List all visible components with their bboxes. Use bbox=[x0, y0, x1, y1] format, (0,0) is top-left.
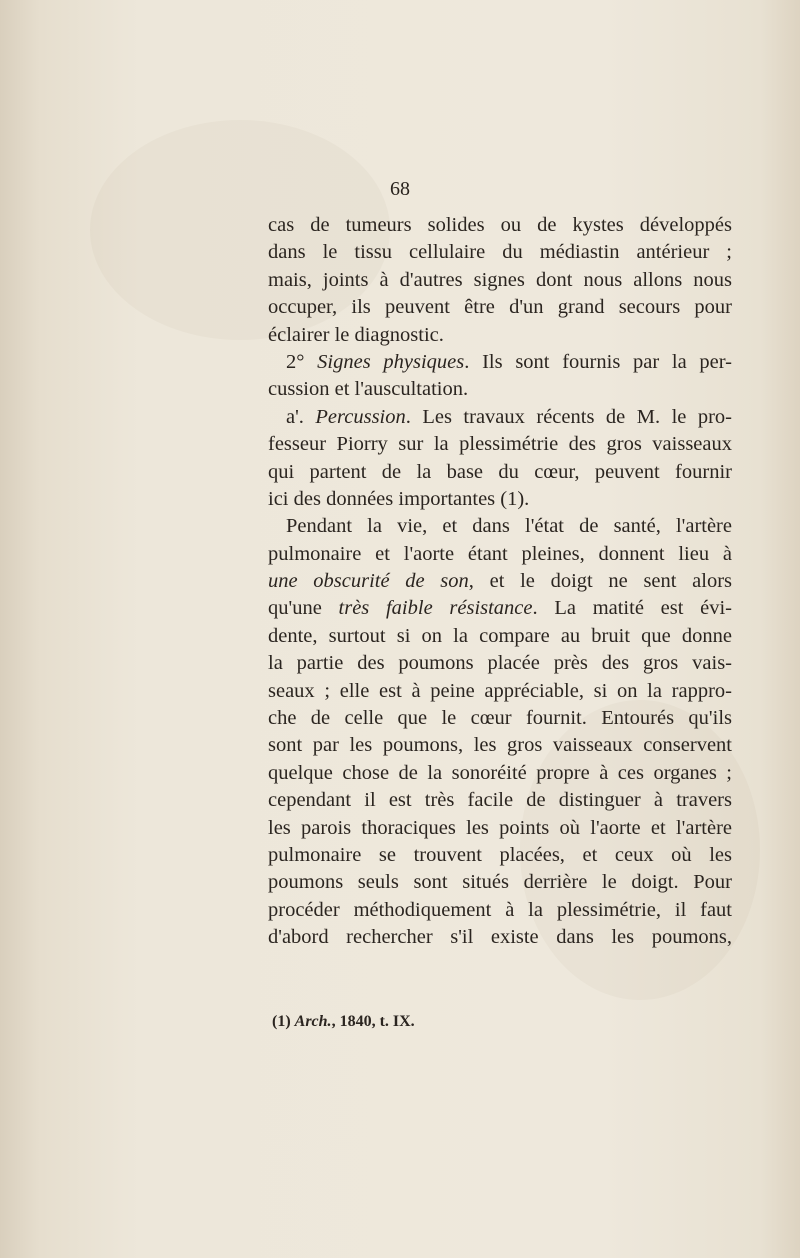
line-text: . La matité est évi- bbox=[532, 597, 733, 620]
line-text: la partie des poumons placée près des gros vais- bbox=[268, 652, 732, 675]
italic-text: une obscurité de son bbox=[268, 570, 469, 593]
text-line bbox=[268, 431, 732, 458]
line-text: qui partent de la base du cœur, peuvent fournir bbox=[268, 460, 732, 483]
line-text: cussion et l'auscultation. bbox=[268, 378, 469, 401]
text-line bbox=[268, 212, 732, 239]
footnote-marker: (1) bbox=[272, 1013, 291, 1030]
line-text: sont par les poumons, les gros vaisseaux conservent bbox=[268, 734, 732, 757]
text-line bbox=[268, 623, 732, 650]
line-text: éclairer le diagnostic. bbox=[268, 323, 444, 346]
line-text: a'. bbox=[286, 405, 316, 428]
line-text: procéder méthodiquement à la plessimétrie, il faut bbox=[268, 898, 732, 921]
text-line bbox=[268, 842, 732, 869]
line-text: fesseur Piorry sur la plessimétrie des gros vaisseaux bbox=[268, 433, 732, 456]
footnote-rest: , 1840, t. IX. bbox=[331, 1013, 415, 1030]
line-text: pulmonaire se trouvent placées, et ceux où les bbox=[268, 843, 732, 866]
text-line bbox=[268, 568, 732, 595]
text-line bbox=[268, 760, 732, 787]
footnote-source: Arch. bbox=[294, 1013, 332, 1030]
text-line bbox=[268, 650, 732, 677]
text-line bbox=[268, 267, 732, 294]
text-line bbox=[268, 541, 732, 568]
line-text: qu'une bbox=[268, 597, 339, 620]
line-text: les parois thoraciques les points où l'aorte et l'artère bbox=[268, 816, 732, 839]
text-line bbox=[268, 705, 732, 732]
footnote bbox=[272, 1013, 415, 1031]
body-text bbox=[268, 212, 732, 952]
line-text: mais, joints à d'autres signes dont nous allons nous bbox=[268, 268, 732, 291]
text-line bbox=[268, 732, 732, 759]
line-text: quelque chose de la sonoréité propre à ces organes ; bbox=[268, 761, 732, 784]
italic-text: très faible résistance bbox=[338, 597, 533, 620]
text-line bbox=[268, 404, 732, 431]
text-line bbox=[268, 924, 732, 951]
text-line bbox=[268, 595, 732, 622]
line-text: 2° bbox=[286, 350, 318, 373]
line-text: pulmonaire et l'aorte étant pleines, donnent lieu à bbox=[268, 542, 732, 565]
line-text: dente, surtout si on la compare au bruit que donne bbox=[268, 624, 732, 647]
line-text: . Ils sont fournis par la per- bbox=[464, 350, 733, 373]
line-text: ici des données importantes (1). bbox=[268, 487, 530, 510]
line-text: Pendant la vie, et dans l'état de santé, l'artère bbox=[286, 515, 732, 538]
line-text: poumons seuls sont situés derrière le doigt. Pour bbox=[268, 871, 732, 894]
italic-text: Percussion bbox=[315, 405, 406, 428]
line-text: . Les travaux récents de M. le pro- bbox=[405, 405, 733, 428]
italic-text: Signes physiques bbox=[317, 350, 465, 373]
line-text: dans le tissu cellulaire du médiastin antérieur ; bbox=[268, 241, 732, 264]
text-line bbox=[268, 787, 732, 814]
line-text: cependant il est très facile de distinguer à travers bbox=[268, 789, 732, 812]
text-line bbox=[268, 513, 732, 540]
text-line bbox=[268, 322, 732, 349]
text-line bbox=[268, 376, 732, 403]
line-text: d'abord rechercher s'il existe dans les poumons, bbox=[268, 926, 732, 949]
line-text: , et le doigt ne sent alors bbox=[468, 570, 732, 593]
text-line bbox=[268, 678, 732, 705]
text-line bbox=[268, 459, 732, 486]
text-line bbox=[268, 294, 732, 321]
line-text: seaux ; elle est à peine appréciable, si on la rappro- bbox=[268, 679, 732, 702]
text-line bbox=[268, 897, 732, 924]
text-line bbox=[268, 815, 732, 842]
page-number: 68 bbox=[390, 178, 410, 200]
text-line bbox=[268, 349, 732, 376]
line-text: occuper, ils peuvent être d'un grand secours pour bbox=[268, 296, 732, 319]
text-line bbox=[268, 239, 732, 266]
text-line bbox=[268, 486, 732, 513]
line-text: che de celle que le cœur fournit. Entourés qu'ils bbox=[268, 707, 732, 730]
line-text: cas de tumeurs solides ou de kystes développés bbox=[268, 214, 732, 236]
text-line bbox=[268, 869, 732, 896]
